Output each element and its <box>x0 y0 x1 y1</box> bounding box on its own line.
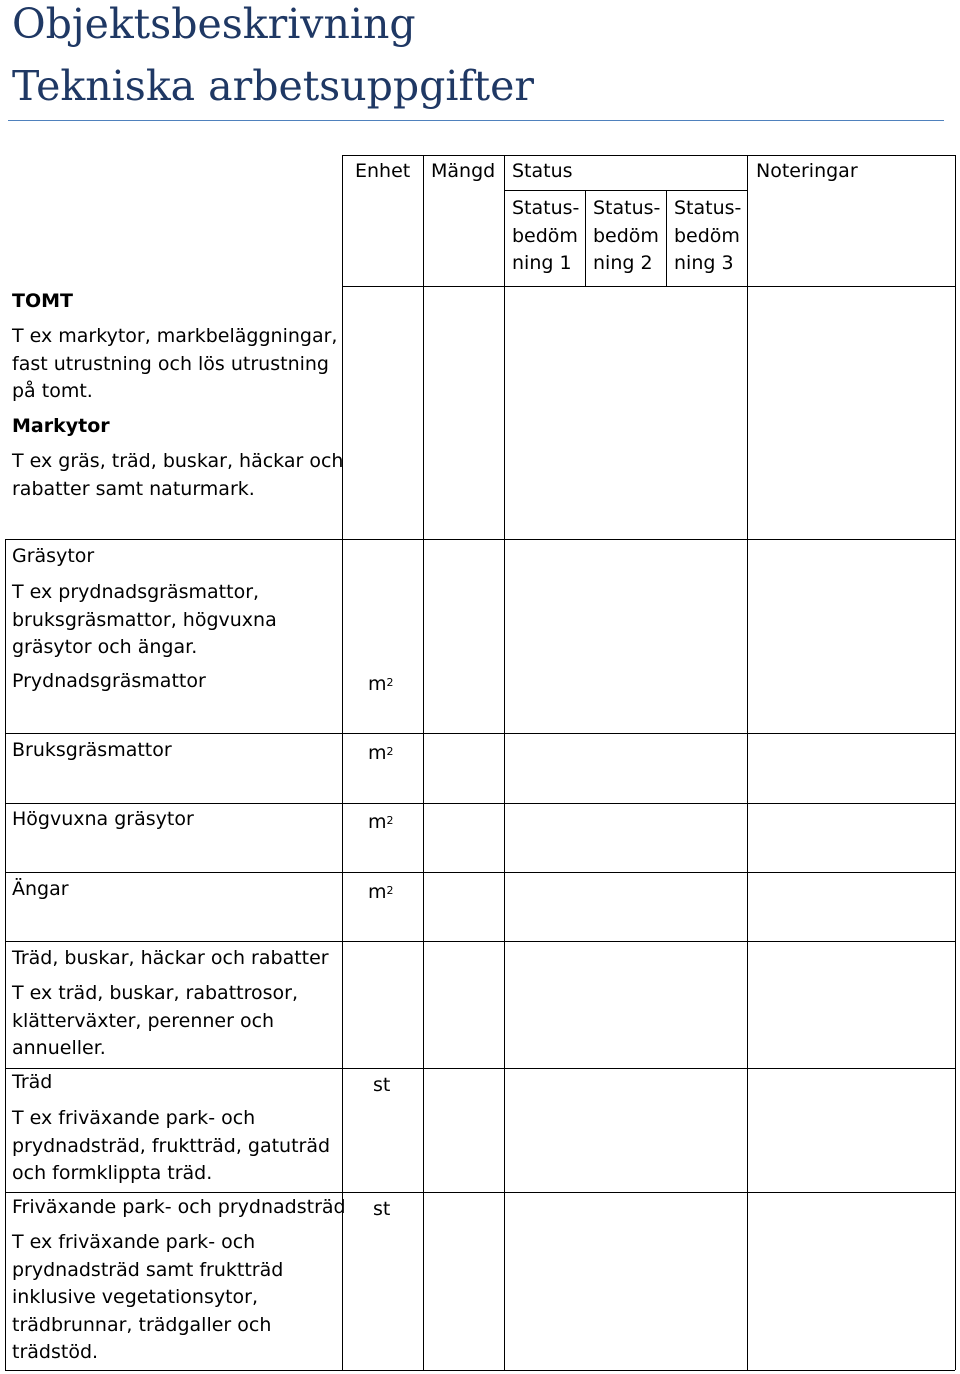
grid-line-status-sub <box>504 190 747 191</box>
header-status: Status <box>512 160 573 182</box>
trad-label: Träd <box>12 1071 53 1093</box>
prydnadsgrasmattor-unit: $m^2$ <box>368 673 394 695</box>
grid-line-row <box>5 539 955 540</box>
title-underline <box>8 120 944 121</box>
grid-line-col <box>504 155 505 1370</box>
grid-line-bottom <box>5 1370 955 1371</box>
hogvuxna-label: Högvuxna gräsytor <box>12 808 194 830</box>
grid-line-col <box>342 155 343 1370</box>
grid-line-header-bottom <box>342 286 955 287</box>
header-status-1: Status- bedöm ning 1 <box>512 197 580 274</box>
grid-line-row <box>5 1192 955 1193</box>
frivaxande-description: T ex friväxande park- och prydnadsträd samt fruktträd inklusive vegetationsytor, trädbrunnar, trädgaller och trädstöd. <box>12 1231 284 1363</box>
trad-unit: st <box>373 1074 391 1096</box>
grid-line-row <box>5 733 955 734</box>
markytor-description: T ex gräs, träd, buskar, häckar och rabatter samt naturmark. <box>12 450 344 500</box>
grid-line-left <box>5 539 6 1370</box>
grid-line-col <box>666 190 667 286</box>
tomt-heading: TOMT <box>12 290 73 312</box>
header-mangd: Mängd <box>431 160 496 182</box>
grid-line-top <box>342 155 955 156</box>
page-title: Objektsbeskrivning <box>12 0 416 48</box>
grid-line-col <box>747 155 748 1370</box>
trad-description: T ex friväxande park- och prydnadsträd, fruktträd, gatuträd och formklippta träd. <box>12 1107 331 1184</box>
bruksgrasmattor-unit: $m^2$ <box>368 742 394 764</box>
grid-line-row <box>5 1068 955 1069</box>
angar-unit: $m^2$ <box>368 881 394 903</box>
grid-line-row <box>5 941 955 942</box>
grid-line-row <box>5 803 955 804</box>
frivaxande-heading: Friväxande park- och prydnadsträd <box>12 1196 346 1218</box>
prydnadsgrasmattor-label: Prydnadsgräsmattor <box>12 670 206 692</box>
grid-line-row <box>5 872 955 873</box>
header-status-2: Status- bedöm ning 2 <box>593 197 661 274</box>
header-enhet: Enhet <box>355 160 411 182</box>
markytor-heading: Markytor <box>12 415 110 437</box>
grid-line-right <box>955 155 956 1370</box>
grasytor-heading: Gräsytor <box>12 545 95 567</box>
angar-label: Ängar <box>12 878 69 900</box>
grasytor-description: T ex prydnadsgräsmattor, bruksgräsmattor, högvuxna gräsytor och ängar. <box>12 581 277 658</box>
hogvuxna-unit: $m^2$ <box>368 811 394 833</box>
grid-line-col <box>585 190 586 286</box>
grid-line-col <box>423 155 424 1370</box>
page-subtitle: Tekniska arbetsuppgifter <box>12 62 534 110</box>
tomt-description: T ex markytor, markbeläggningar, fast utrustning och lös utrustning på tomt. <box>12 325 338 402</box>
bruksgrasmattor-label: Bruksgräsmattor <box>12 739 172 761</box>
header-status-3: Status- bedöm ning 3 <box>674 197 742 274</box>
frivaxande-unit: st <box>373 1198 391 1220</box>
trad-buskar-description: T ex träd, buskar, rabattrosor, klätterväxter, perenner och annueller. <box>12 982 298 1059</box>
trad-buskar-heading: Träd, buskar, häckar och rabatter <box>12 947 329 969</box>
header-noteringar: Noteringar <box>756 160 858 182</box>
